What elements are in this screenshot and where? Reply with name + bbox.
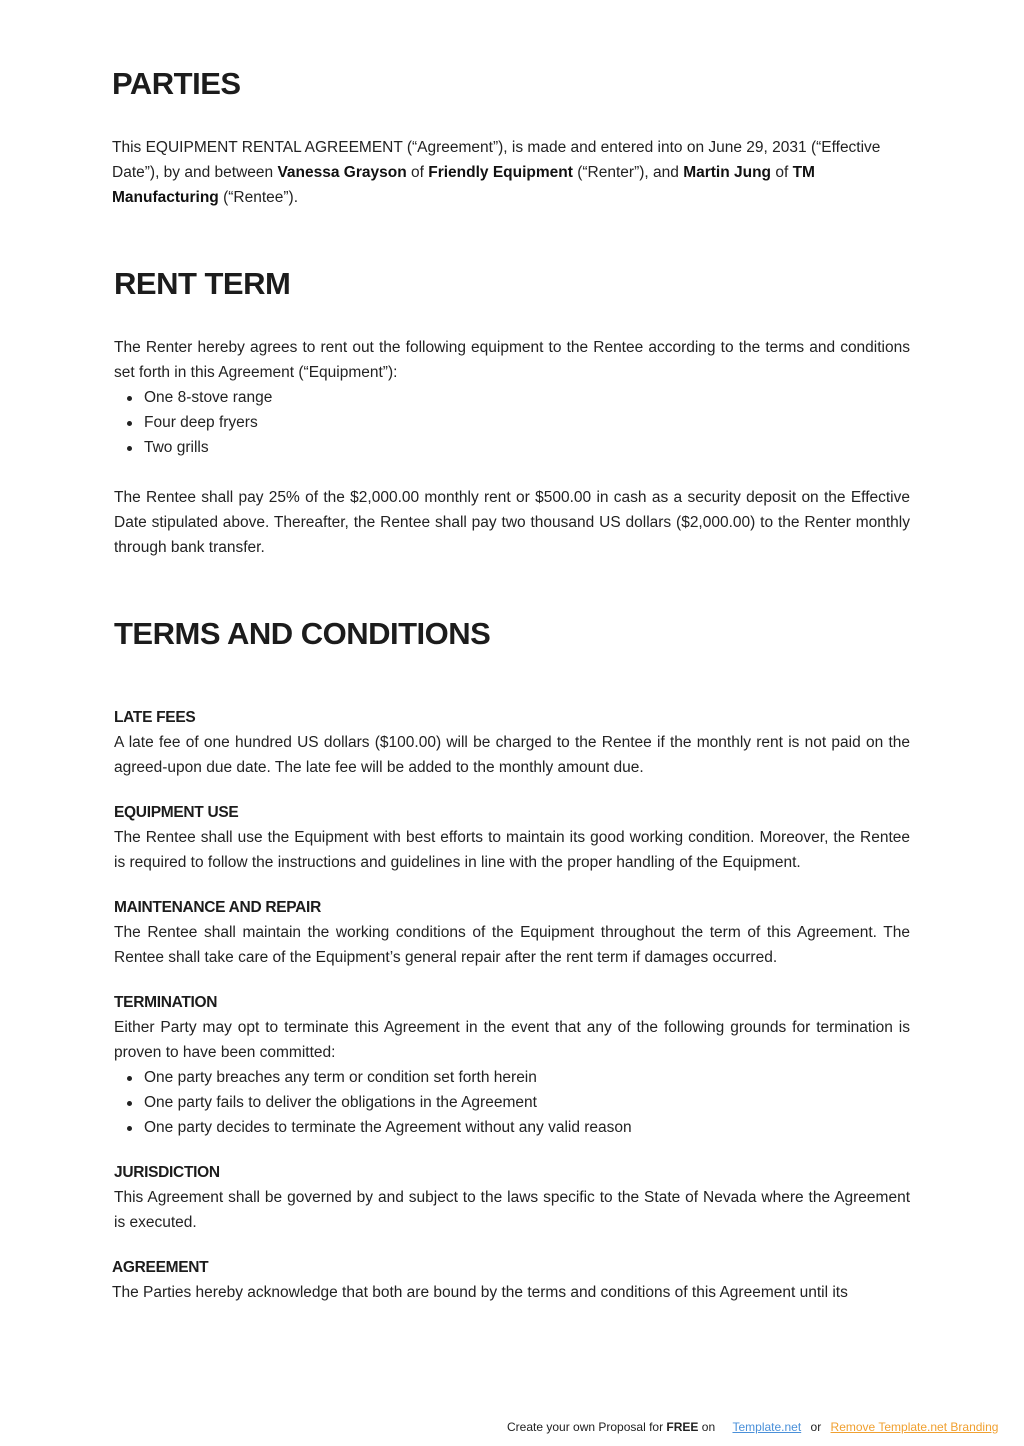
termination-paragraph: Either Party may opt to terminate this Agreement in the event that any of the following grounds for termination is proven to have been committed:	[114, 1019, 910, 1061]
equipment-use-paragraph: The Rentee shall use the Equipment with best efforts to maintain its good working condition. Moreover, the Rentee is required to follow the instructions and guidelines in line with the proper handling of the Equipment.	[114, 829, 910, 871]
section-title-terms: TERMS AND CONDITIONS	[114, 616, 491, 651]
bullet-icon	[127, 396, 132, 401]
renter-company: Friendly Equipment	[428, 164, 573, 181]
subheading-maintenance: MAINTENANCE AND REPAIR	[114, 899, 321, 916]
rent-payment-paragraph: The Rentee shall pay 25% of the $2,000.00 monthly rent or $500.00 in cash as a security deposit on the Effective Date stipulated above. Thereafter, the Rentee shall pay two thousand US dollars ($2,000.00) to the Renter monthly through bank transfer.	[114, 489, 910, 556]
subheading-late-fees: LATE FEES	[114, 709, 196, 726]
jurisdiction-paragraph: This Agreement shall be governed by and subject to the laws specific to the State of Nevada where the Agreement is executed.	[114, 1189, 910, 1231]
section-title-rent-term: RENT TERM	[114, 266, 291, 301]
equipment-list	[114, 385, 272, 460]
maintenance-paragraph: The Rentee shall maintain the working conditions of the Equipment throughout the term of this Agreement. The Rentee shall take care of the Equipment’s general repair after the rent term if damages occurred.	[114, 924, 910, 966]
bullet-icon	[127, 1076, 132, 1081]
bullet-icon	[127, 1101, 132, 1106]
bullet-icon	[127, 421, 132, 426]
list-item: One party fails to deliver the obligations in the Agreement	[114, 1090, 632, 1115]
subheading-agreement: AGREEMENT	[112, 1259, 209, 1276]
rentee-company: TM Manufacturing	[112, 164, 815, 206]
section-title-parties: PARTIES	[112, 66, 241, 101]
renter-name: Vanessa Grayson	[277, 164, 407, 181]
agreement-paragraph: The Parties hereby acknowledge that both are bound by the terms and conditions of this Agreement until its	[112, 1284, 848, 1301]
late-fees-paragraph: A late fee of one hundred US dollars ($100.00) will be charged to the Rentee if the monthly rent is not paid on the agreed-upon due date. The late fee will be added to the monthly amount due.	[114, 734, 910, 776]
rent-term-intro: The Renter hereby agrees to rent out the following equipment to the Rentee according to the terms and conditions set forth in this Agreement (“Equipment”):	[114, 339, 910, 381]
list-item: One party breaches any term or condition set forth herein	[114, 1065, 632, 1090]
list-item: One party decides to terminate the Agreement without any valid reason	[114, 1115, 632, 1140]
template-net-link[interactable]: Template.net	[732, 1420, 802, 1434]
subheading-termination: TERMINATION	[114, 994, 218, 1011]
subheading-jurisdiction: JURISDICTION	[114, 1164, 220, 1181]
rentee-name: Martin Jung	[683, 164, 772, 181]
subheading-equipment-use: EQUIPMENT USE	[114, 804, 239, 821]
list-item: Four deep fryers	[114, 410, 272, 435]
list-item: Two grills	[114, 435, 272, 460]
bullet-icon	[127, 1126, 132, 1131]
parties-paragraph: This EQUIPMENT RENTAL AGREEMENT (“Agreement”), is made and entered into on June 29, 2031 (“Effective Date”), by and between Vanessa Grayson of Friendly Equipment (“Renter”), and Martin Jung of TM Manufacturing (“Rentee”).	[112, 139, 881, 206]
bullet-icon	[127, 446, 132, 451]
branding-footer: Create your own Proposal for FREE on Template.net or Remove Template.net Branding	[507, 1420, 999, 1434]
remove-branding-link[interactable]: Remove Template.net Branding	[830, 1420, 999, 1434]
list-item: One 8-stove range	[114, 385, 272, 410]
termination-grounds-list	[114, 1065, 632, 1140]
